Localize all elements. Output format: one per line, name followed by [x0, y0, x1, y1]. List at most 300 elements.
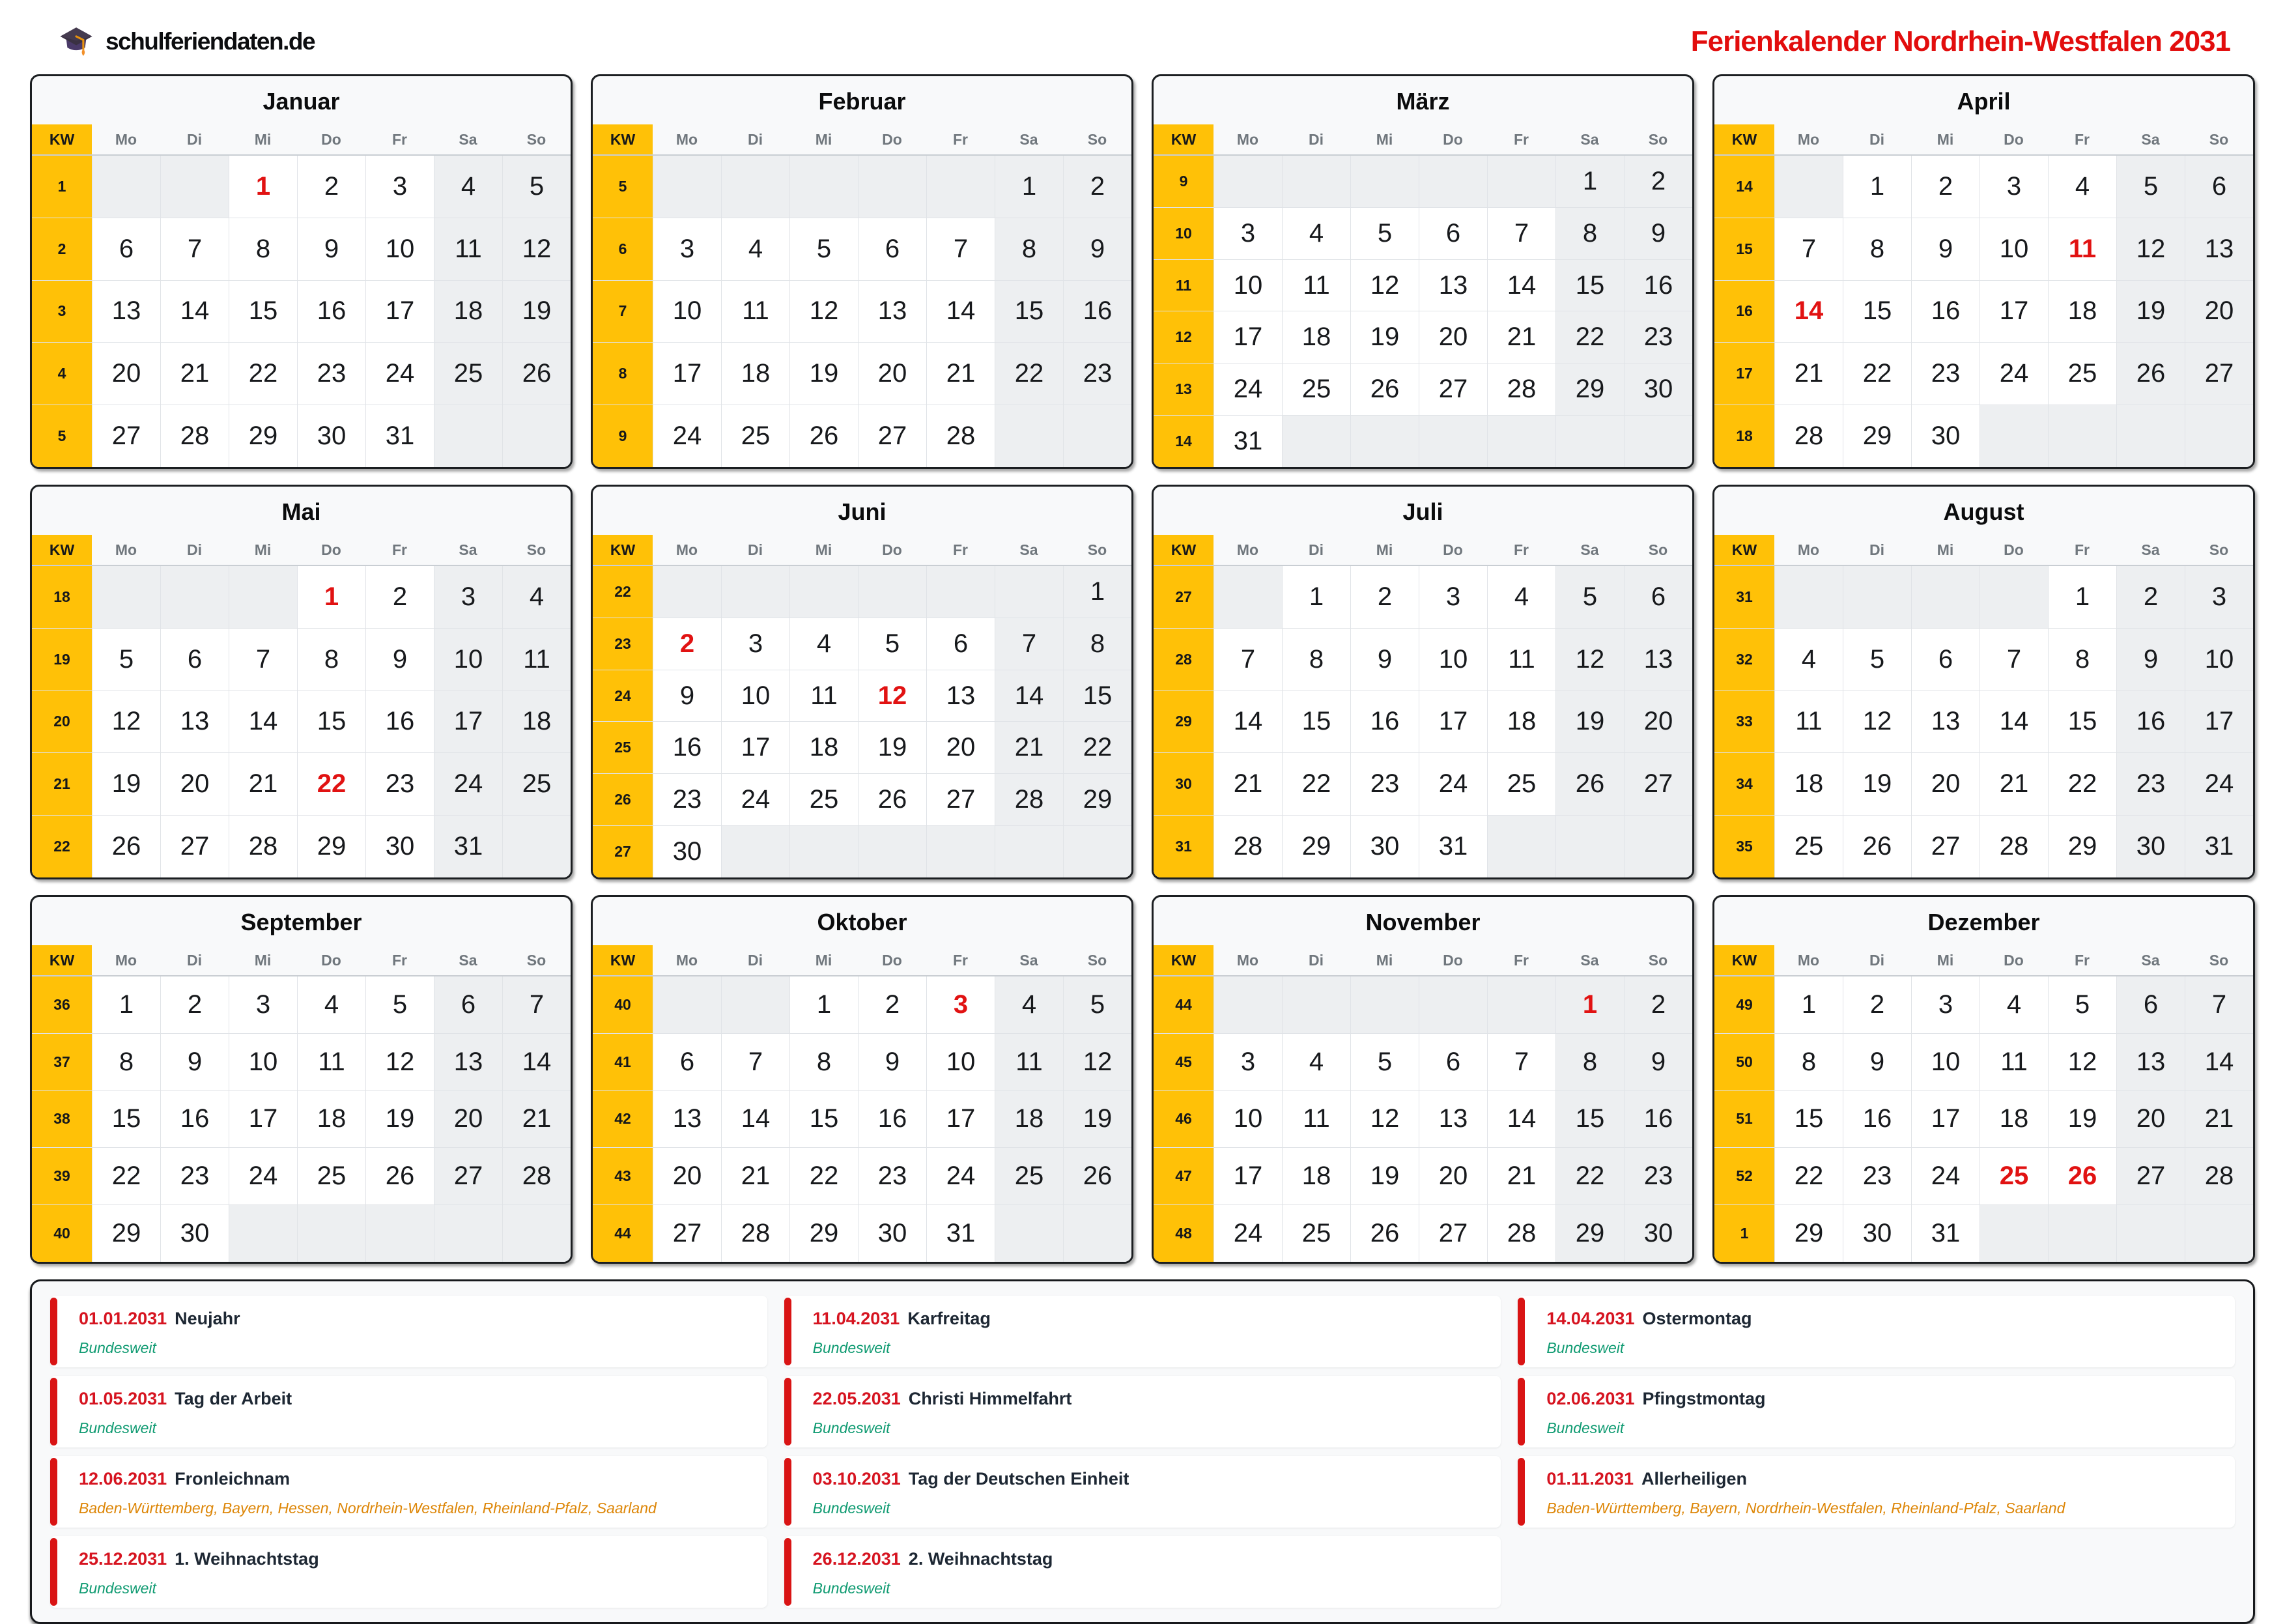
day-cell: 18: [434, 281, 502, 343]
day-cell: 11: [434, 218, 502, 280]
weekday-header-row: [1154, 945, 1692, 976]
day-cell: 11: [1980, 1034, 2048, 1090]
empty-day-cell: [653, 566, 721, 618]
day-cell: 15: [229, 281, 297, 343]
week-row: [593, 826, 1131, 877]
day-cell: 3: [2185, 566, 2253, 628]
week-row: [593, 670, 1131, 722]
day-cell: 7: [161, 218, 229, 280]
site-logo[interactable]: [57, 23, 315, 61]
empty-day-cell: [92, 156, 160, 218]
day-cell: 19: [1556, 691, 1624, 753]
day-cell: 25: [2049, 343, 2116, 405]
kw-cell: 7: [593, 281, 653, 343]
day-cell: 23: [366, 753, 434, 815]
kw-cell: 31: [1154, 816, 1213, 877]
day-cell: 3: [366, 156, 434, 218]
weekday-header: Sa: [459, 951, 477, 969]
holiday-name: Fronleichnam: [175, 1469, 291, 1489]
day-cell: 27: [1419, 1205, 1487, 1262]
day-cell: 12: [2117, 218, 2185, 280]
kw-cell: 35: [1714, 816, 1774, 877]
day-cell: 19: [366, 1091, 434, 1148]
day-cell: 9: [298, 218, 365, 280]
kw-cell: 8: [593, 343, 653, 405]
day-cell: 16: [161, 1091, 229, 1148]
week-row: [1154, 156, 1692, 207]
day-cell: 17: [1980, 281, 2048, 343]
weekday-header-row: [1714, 124, 2253, 156]
weekday-header: Sa: [2141, 951, 2160, 969]
day-cell: 26: [2117, 343, 2185, 405]
day-cell: 30: [298, 405, 365, 467]
weekday-header: So: [1087, 130, 1107, 148]
day-cell: 1: [1775, 976, 1843, 1033]
day-cell: 24: [1980, 343, 2048, 405]
day-cell: 4: [298, 976, 365, 1033]
holiday-region: Bundesweit: [812, 1339, 890, 1356]
kw-cell: 15: [1714, 218, 1774, 280]
day-cell: 16: [1625, 260, 1692, 311]
week-row: [1714, 1034, 2253, 1090]
weekday-header: Mi: [254, 541, 272, 558]
day-cell: 19: [1351, 311, 1419, 363]
day-cell: 20: [2185, 281, 2253, 343]
day-cell: 13: [2117, 1034, 2185, 1090]
week-row: [593, 618, 1131, 670]
day-cell: 28: [2185, 1148, 2253, 1204]
day-cell: 20: [2117, 1091, 2185, 1148]
day-cell: 13: [1419, 1091, 1487, 1148]
empty-day-cell: [790, 566, 858, 618]
kw-header-cell: KW: [32, 124, 92, 154]
weekday-header: Mo: [1797, 541, 1820, 558]
day-cell: 27: [161, 816, 229, 877]
kw-cell: 23: [593, 618, 653, 670]
day-cell: 5: [1556, 566, 1624, 628]
day-cell: 15: [1556, 1091, 1624, 1148]
day-cell: 18: [1283, 311, 1350, 363]
holiday-day-cell: 25: [1980, 1148, 2048, 1204]
kw-cell: 9: [593, 405, 653, 467]
day-cell: 22: [1283, 753, 1350, 815]
day-cell: 28: [1488, 363, 1555, 415]
week-row: [1154, 976, 1692, 1033]
day-cell: 29: [1556, 363, 1624, 415]
weekday-header-row: [1714, 945, 2253, 976]
weekday-header: So: [526, 541, 546, 558]
day-cell: 6: [1625, 566, 1692, 628]
kw-cell: 51: [1714, 1091, 1774, 1148]
day-cell: 7: [995, 618, 1063, 670]
kw-cell: 1: [32, 156, 92, 218]
day-cell: 3: [722, 618, 789, 670]
day-cell: 29: [790, 1205, 858, 1262]
day-cell: 11: [1488, 629, 1555, 691]
holiday-day-cell: 11: [2049, 218, 2116, 280]
day-cell: 14: [722, 1091, 789, 1148]
weekday-header: Do: [321, 541, 341, 558]
empty-day-cell: [229, 1205, 297, 1262]
day-cell: 14: [2185, 1034, 2253, 1090]
day-cell: 19: [790, 343, 858, 405]
kw-cell: 6: [593, 218, 653, 280]
month-card: [30, 485, 573, 879]
day-cell: 8: [1064, 618, 1131, 670]
day-cell: 11: [790, 670, 858, 722]
kw-cell: 22: [32, 816, 92, 877]
empty-day-cell: [2117, 1205, 2185, 1262]
day-cell: 18: [298, 1091, 365, 1148]
day-cell: 22: [2049, 753, 2116, 815]
day-cell: 23: [161, 1148, 229, 1204]
day-cell: 1: [1556, 156, 1624, 207]
week-row: [1714, 753, 2253, 815]
day-cell: 20: [1419, 311, 1487, 363]
weekday-header: Do: [2004, 541, 2024, 558]
weekday-header: Mi: [815, 541, 832, 558]
holiday-name: Tag der Deutschen Einheit: [908, 1469, 1129, 1489]
day-cell: 2: [1912, 156, 1980, 218]
day-cell: 2: [2117, 566, 2185, 628]
calendar-weeks: [32, 156, 571, 467]
empty-day-cell: [503, 816, 571, 877]
holiday-item: [784, 1456, 1501, 1528]
kw-cell: 41: [593, 1034, 653, 1090]
day-cell: 27: [1625, 753, 1692, 815]
day-cell: 7: [722, 1034, 789, 1090]
kw-cell: 52: [1714, 1148, 1774, 1204]
day-cell: 28: [1214, 816, 1282, 877]
weekday-header-row: [32, 124, 571, 156]
kw-header-cell: KW: [1154, 535, 1213, 565]
day-cell: 18: [995, 1091, 1063, 1148]
empty-day-cell: [1283, 976, 1350, 1033]
day-cell: 13: [1625, 629, 1692, 691]
empty-day-cell: [92, 566, 160, 628]
week-row: [1154, 629, 1692, 691]
day-cell: 23: [1843, 1148, 1911, 1204]
day-cell: 11: [995, 1034, 1063, 1090]
holiday-name: 2. Weihnachtstag: [908, 1549, 1053, 1569]
day-cell: 28: [722, 1205, 789, 1262]
day-cell: 9: [653, 670, 721, 722]
site-name: schulferiendaten.de: [106, 28, 315, 55]
weekday-header: Mo: [115, 130, 137, 148]
kw-cell: 50: [1714, 1034, 1774, 1090]
day-cell: 1: [1064, 566, 1131, 618]
week-row: [1714, 976, 2253, 1033]
weekday-header: Di: [187, 541, 202, 558]
day-cell: 4: [434, 156, 502, 218]
day-cell: 27: [434, 1148, 502, 1204]
empty-day-cell: [1625, 416, 1692, 467]
day-cell: 22: [92, 1148, 160, 1204]
holiday-legend: [30, 1279, 2255, 1624]
week-row: [593, 1205, 1131, 1262]
kw-cell: 12: [1154, 311, 1213, 363]
weekday-header: Sa: [1019, 130, 1038, 148]
day-cell: 27: [927, 774, 995, 825]
empty-day-cell: [995, 826, 1063, 877]
week-row: [593, 343, 1131, 405]
day-cell: 9: [1064, 218, 1131, 280]
calendar-weeks: [593, 976, 1131, 1262]
empty-day-cell: [503, 1205, 571, 1262]
day-cell: 29: [2049, 816, 2116, 877]
kw-cell: 20: [32, 691, 92, 753]
kw-cell: 5: [593, 156, 653, 218]
day-cell: 8: [1556, 208, 1624, 259]
day-cell: 22: [1843, 343, 1911, 405]
weekday-header: So: [526, 130, 546, 148]
week-row: [32, 218, 571, 280]
day-cell: 9: [1912, 218, 1980, 280]
day-cell: 16: [653, 722, 721, 773]
day-cell: 10: [434, 629, 502, 691]
day-cell: 25: [995, 1148, 1063, 1204]
month-title: Mai: [281, 498, 321, 525]
holiday-name: Tag der Arbeit: [175, 1389, 292, 1408]
week-row: [1714, 156, 2253, 218]
calendar-weeks: [32, 566, 571, 877]
weekday-header-row: [1154, 124, 1692, 156]
week-row: [593, 566, 1131, 618]
day-cell: 24: [722, 774, 789, 825]
day-cell: 21: [722, 1148, 789, 1204]
empty-day-cell: [2049, 1205, 2116, 1262]
holiday-item: [784, 1376, 1501, 1447]
holiday-region: Bundesweit: [79, 1419, 156, 1436]
week-row: [1714, 816, 2253, 877]
empty-day-cell: [1283, 416, 1350, 467]
day-cell: 21: [1980, 753, 2048, 815]
week-row: [593, 405, 1131, 467]
weekday-header: Di: [1869, 541, 1884, 558]
holiday-date: 25.12.2031: [79, 1549, 167, 1569]
day-cell: 8: [1283, 629, 1350, 691]
week-row: [1714, 343, 2253, 405]
day-cell: 10: [1980, 218, 2048, 280]
day-cell: 29: [229, 405, 297, 467]
day-cell: 2: [1843, 976, 1911, 1033]
empty-day-cell: [1980, 566, 2048, 628]
day-cell: 30: [1625, 363, 1692, 415]
day-cell: 7: [229, 629, 297, 691]
day-cell: 16: [298, 281, 365, 343]
weekday-header-row: [1714, 535, 2253, 566]
week-row: [32, 281, 571, 343]
day-cell: 28: [927, 405, 995, 467]
day-cell: 17: [722, 722, 789, 773]
day-cell: 13: [92, 281, 160, 343]
weekday-header: So: [526, 951, 546, 969]
day-cell: 3: [1912, 976, 1980, 1033]
day-cell: 14: [1214, 691, 1282, 753]
empty-day-cell: [859, 826, 926, 877]
day-cell: 16: [1064, 281, 1131, 343]
day-cell: 10: [229, 1034, 297, 1090]
day-cell: 12: [92, 691, 160, 753]
kw-cell: 26: [593, 774, 653, 825]
graduation-cap-icon: [57, 23, 95, 61]
holiday-name: Ostermontag: [1642, 1309, 1752, 1328]
day-cell: 13: [161, 691, 229, 753]
day-cell: 27: [1419, 363, 1487, 415]
weekday-header-row: [593, 535, 1131, 566]
holiday-date: 12.06.2031: [79, 1469, 167, 1489]
kw-header-cell: KW: [1154, 945, 1213, 975]
day-cell: 20: [653, 1148, 721, 1204]
day-cell: 1: [790, 976, 858, 1033]
kw-header-cell: KW: [593, 535, 653, 565]
kw-cell: 27: [1154, 566, 1213, 628]
day-cell: 24: [653, 405, 721, 467]
day-cell: 12: [790, 281, 858, 343]
day-cell: 29: [1064, 774, 1131, 825]
day-cell: 4: [1775, 629, 1843, 691]
day-cell: 15: [2049, 691, 2116, 753]
day-cell: 6: [1912, 629, 1980, 691]
day-cell: 14: [503, 1034, 571, 1090]
day-cell: 24: [1419, 753, 1487, 815]
week-row: [1154, 1148, 1692, 1204]
weekday-header: So: [2209, 541, 2229, 558]
week-row: [1714, 281, 2253, 343]
week-row: [593, 722, 1131, 773]
kw-header-cell: KW: [1154, 124, 1213, 154]
week-row: [1154, 753, 1692, 815]
weekday-header-row: [593, 945, 1131, 976]
weekday-header: So: [1087, 541, 1107, 558]
day-cell: 11: [1775, 691, 1843, 753]
weekday-header: Di: [187, 130, 202, 148]
day-cell: 15: [995, 281, 1063, 343]
empty-day-cell: [927, 156, 995, 218]
day-cell: 20: [1912, 753, 1980, 815]
day-cell: 25: [298, 1148, 365, 1204]
month-title: Dezember: [1927, 909, 2040, 935]
kw-cell: 21: [32, 753, 92, 815]
page-title: Ferienkalender Nordrhein-Westfalen 2031: [1690, 25, 2230, 57]
month-title: August: [1943, 498, 2024, 525]
weekday-header: Mi: [1937, 541, 1954, 558]
day-cell: 15: [1843, 281, 1911, 343]
month-card: [1152, 485, 1694, 879]
day-cell: 6: [2117, 976, 2185, 1033]
empty-day-cell: [298, 1205, 365, 1262]
day-cell: 10: [1912, 1034, 1980, 1090]
weekday-header: Mi: [254, 130, 272, 148]
day-cell: 26: [790, 405, 858, 467]
day-cell: 10: [366, 218, 434, 280]
week-row: [1714, 1205, 2253, 1262]
day-cell: 26: [1064, 1148, 1131, 1204]
week-row: [1714, 218, 2253, 280]
day-cell: 23: [1351, 753, 1419, 815]
empty-day-cell: [434, 405, 502, 467]
day-cell: 21: [1488, 1148, 1555, 1204]
holiday-date: 01.11.2031: [1546, 1469, 1634, 1489]
week-row: [1154, 1034, 1692, 1090]
kw-cell: 17: [1714, 343, 1774, 405]
day-cell: 20: [927, 722, 995, 773]
week-row: [1714, 691, 2253, 753]
weekday-header: Di: [748, 951, 763, 969]
kw-cell: 43: [593, 1148, 653, 1204]
day-cell: 22: [1775, 1148, 1843, 1204]
day-cell: 14: [1488, 1091, 1555, 1148]
kw-cell: 24: [593, 670, 653, 722]
weekday-header: Do: [321, 951, 341, 969]
calendar-weeks: [1714, 566, 2253, 877]
kw-cell: 44: [593, 1205, 653, 1262]
kw-cell: 4: [32, 343, 92, 405]
day-cell: 18: [1488, 691, 1555, 753]
kw-cell: 10: [1154, 208, 1213, 259]
empty-day-cell: [722, 566, 789, 618]
month-title: Juni: [838, 498, 887, 525]
day-cell: 9: [859, 1034, 926, 1090]
day-cell: 9: [1351, 629, 1419, 691]
day-cell: 24: [1214, 363, 1282, 415]
weekday-header: Do: [1443, 130, 1463, 148]
holiday-date: 01.05.2031: [79, 1389, 167, 1408]
day-cell: 21: [927, 343, 995, 405]
day-cell: 2: [366, 566, 434, 628]
day-cell: 2: [859, 976, 926, 1033]
empty-day-cell: [1214, 976, 1282, 1033]
week-row: [1714, 629, 2253, 691]
week-row: [32, 566, 571, 628]
day-cell: 11: [722, 281, 789, 343]
weekday-header: Mi: [1376, 541, 1393, 558]
empty-day-cell: [1488, 816, 1555, 877]
weekday-header: Mo: [115, 951, 137, 969]
week-row: [593, 1148, 1131, 1204]
day-cell: 8: [995, 218, 1063, 280]
empty-day-cell: [1775, 566, 1843, 628]
day-cell: 7: [1214, 629, 1282, 691]
day-cell: 17: [1912, 1091, 1980, 1148]
weekday-header: Do: [2004, 951, 2024, 969]
day-cell: 21: [1488, 311, 1555, 363]
day-cell: 6: [1419, 1034, 1487, 1090]
empty-day-cell: [995, 566, 1063, 618]
day-cell: 7: [927, 218, 995, 280]
weekday-header: So: [1648, 130, 1668, 148]
week-row: [32, 753, 571, 815]
holiday-region: Bundesweit: [79, 1580, 156, 1597]
day-cell: 30: [859, 1205, 926, 1262]
kw-header-cell: KW: [1714, 945, 1774, 975]
day-cell: 17: [1214, 311, 1282, 363]
week-row: [32, 343, 571, 405]
weekday-header: Mo: [1236, 541, 1259, 558]
day-cell: 28: [503, 1148, 571, 1204]
weekday-header: Fr: [953, 951, 968, 969]
weekday-header: Mi: [254, 951, 272, 969]
day-cell: 27: [859, 405, 926, 467]
week-row: [32, 1034, 571, 1090]
empty-day-cell: [1419, 416, 1487, 467]
day-cell: 20: [92, 343, 160, 405]
day-cell: 13: [1912, 691, 1980, 753]
weekday-header: Sa: [2141, 541, 2160, 558]
day-cell: 6: [1419, 208, 1487, 259]
day-cell: 19: [2049, 1091, 2116, 1148]
empty-day-cell: [1064, 405, 1131, 467]
